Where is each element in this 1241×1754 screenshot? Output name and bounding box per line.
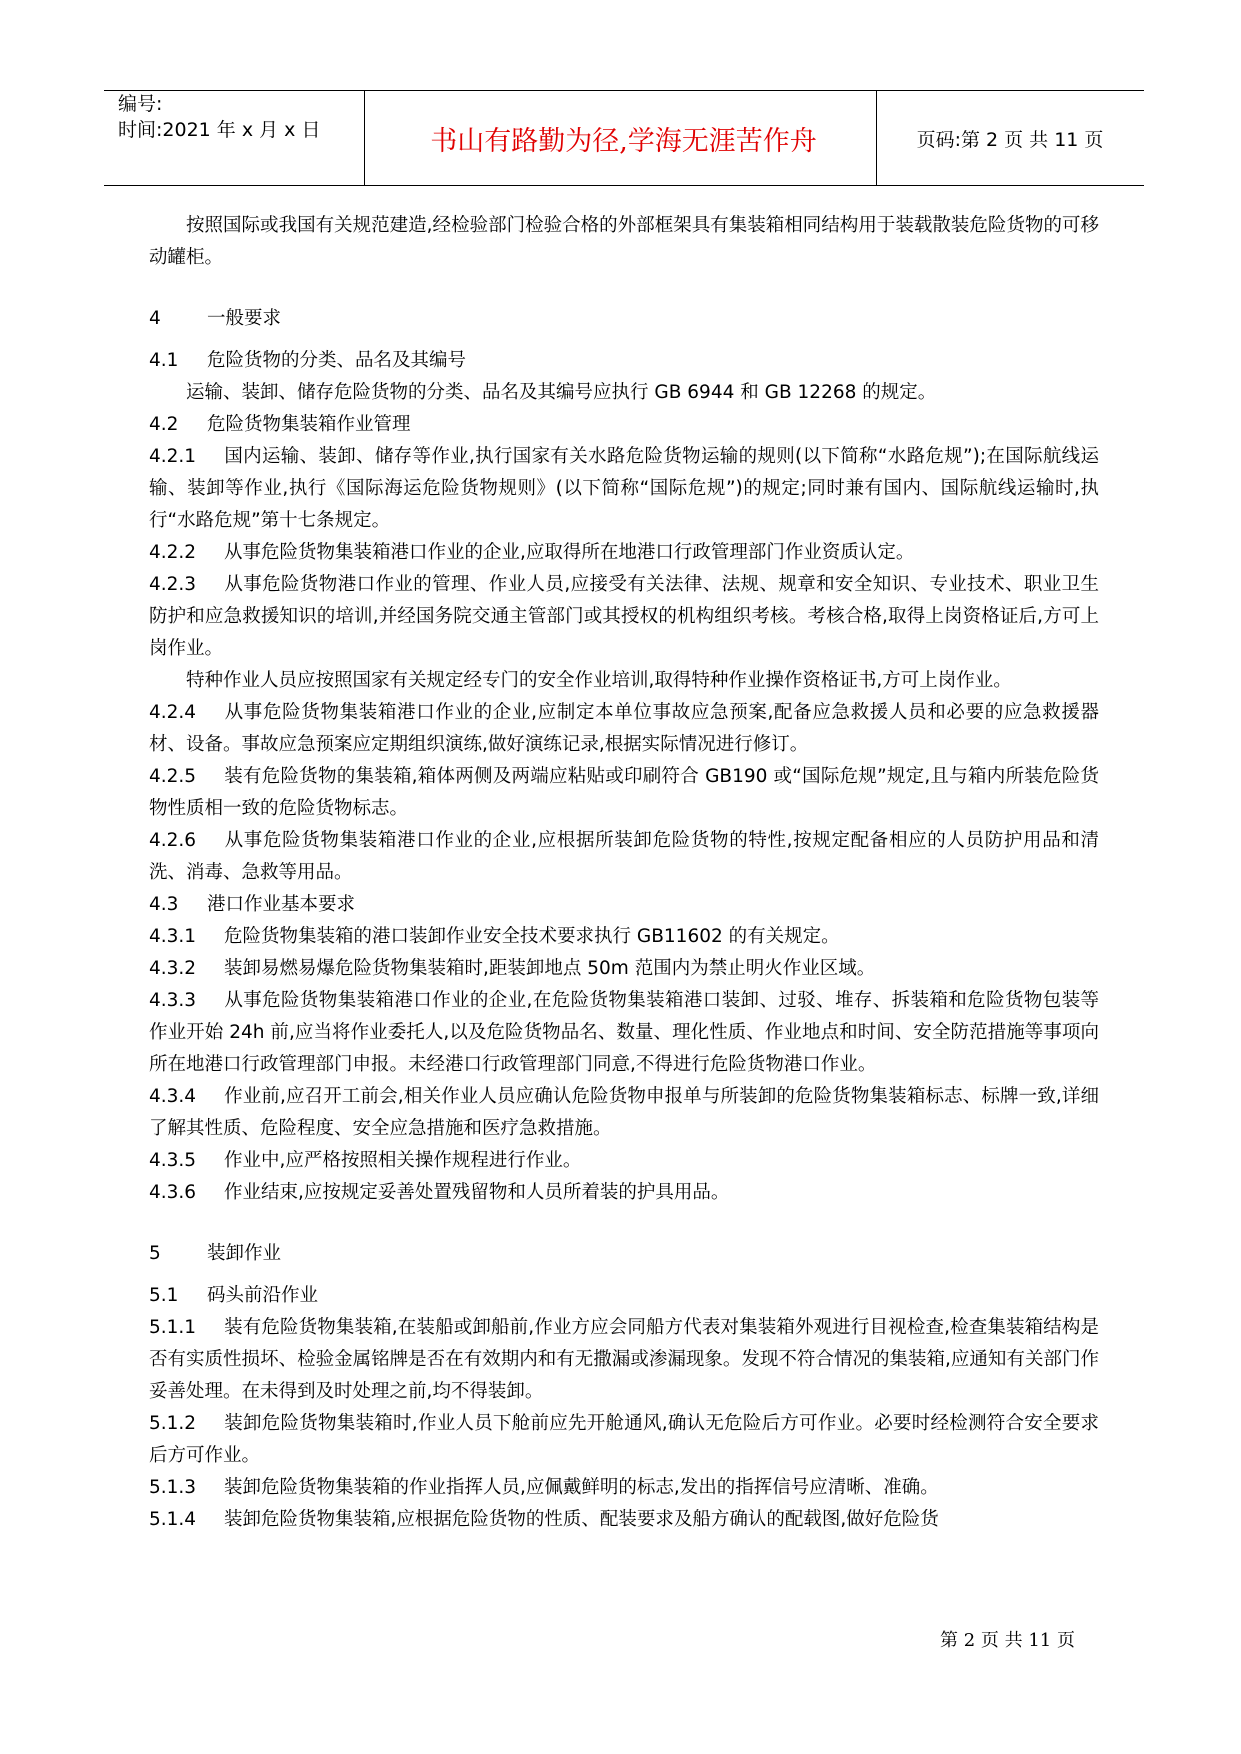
clause-4-2-5: 4.2.5 装有危险货物的集装箱,箱体两侧及两端应粘贴或印刷符合 GB190 或“国际危规”规定,且与箱内所装危险货物性质相一致的危险货物标志。 <box>149 766 1099 819</box>
section-4-3-heading: 4.3 港口作业基本要求 <box>149 894 356 915</box>
clause-4-2-3-continued: 特种作业人员应按照国家有关规定经专门的安全作业培训,取得特种作业操作资格证书,方可上岗作业。 <box>186 670 1012 691</box>
document-body <box>149 210 1099 1536</box>
clause-5-1-4: 5.1.4 装卸危险货物集装箱,应根据危险货物的性质、配装要求及船方确认的配载图,做好危险货 <box>149 1509 939 1530</box>
section-4-1-heading: 4.1 危险货物的分类、品名及其编号 <box>149 350 467 371</box>
clause-4-3-1: 4.3.1 危险货物集装箱的港口装卸作业安全技术要求执行 GB11602 的有关规定。 <box>149 926 840 947</box>
clause-4-2-3: 4.2.3 从事危险货物港口作业的管理、作业人员,应接受有关法律、法规、规章和安全知识、专业技术、职业卫生防护和应急救援知识的培训,并经国务院交通主管部门或其授权的机构组织考核。考核合格,取得上岗资格证后,方可上岗作业。 <box>149 574 1099 659</box>
clause-4-3-5: 4.3.5 作业中,应严格按照相关操作规程进行作业。 <box>149 1150 582 1171</box>
clause-5-1-3: 5.1.3 装卸危险货物集装箱的作业指挥人员,应佩戴鲜明的标志,发出的指挥信号应清晰、准确。 <box>149 1477 939 1498</box>
section-4-heading: 4 一般要求 <box>149 308 282 329</box>
section-4-1-text: 运输、装卸、储存危险货物的分类、品名及其编号应执行 GB 6944 和 GB 12268 的规定。 <box>186 382 937 403</box>
clause-4-3-6: 4.3.6 作业结束,应按规定妥善处置残留物和人员所着装的护具用品。 <box>149 1182 730 1203</box>
time-label: 时间:2021 年 x 月 x 日 <box>118 119 321 141</box>
page-footer: 第 2 页 共 11 页 <box>940 1630 1075 1651</box>
section-4-2-heading: 4.2 危险货物集装箱作业管理 <box>149 414 411 435</box>
clause-4-2-6: 4.2.6 从事危险货物集装箱港口作业的企业,应根据所装卸危险货物的特性,按规定配备相应的人员防护用品和清洗、消毒、急救等用品。 <box>149 830 1099 883</box>
clause-5-1-2: 5.1.2 装卸危险货物集装箱时,作业人员下舱前应先开舱通风,确认无危险后方可作业。必要时经检测符合安全要求后方可作业。 <box>149 1413 1099 1466</box>
clause-4-3-3: 4.3.3 从事危险货物集装箱港口作业的企业,在危险货物集装箱港口装卸、过驳、堆存、拆装箱和危险货物包装等作业开始 24h 前,应当将作业委托人,以及危险货物品名、数量、理化性质、作业地点和时间、安全防范措施等事项向所在地港口行政管理部门申报。未经港口行政管理部门同意,不得进行危险货物港口作业。 <box>149 990 1099 1075</box>
section-5-heading: 5 装卸作业 <box>149 1243 282 1264</box>
intro-paragraph: 按照国际或我国有关规范建造,经检验部门检验合格的外部框架具有集装箱相同结构用于装载散装危险货物的可移动罐柜。 <box>149 215 1099 268</box>
page-header <box>104 90 1144 186</box>
clause-4-2-1: 4.2.1 国内运输、装卸、储存等作业,执行国家有关水路危险货物运输的规则(以下简称“水路危规”);在国际航线运输、装卸等作业,执行《国际海运危险货物规则》(以下简称“国际危规”)的规定;同时兼有国内、国际航线运输时,执行“水路危规”第十七条规定。 <box>149 446 1099 531</box>
header-divider <box>364 91 365 185</box>
clause-4-3-2: 4.3.2 装卸易燃易爆危险货物集装箱时,距装卸地点 50m 范围内为禁止明火作业区域。 <box>149 958 876 979</box>
clause-4-2-4: 4.2.4 从事危险货物集装箱港口作业的企业,应制定本单位事故应急预案,配备应急救援人员和必要的应急救援器材、设备。事故应急预案应定期组织演练,做好演练记录,根据实际情况进行修订。 <box>149 702 1099 755</box>
header-page-label: 页码:第 2 页 共 11 页 <box>916 129 1104 151</box>
number-label: 编号: <box>118 93 163 115</box>
header-meta <box>118 91 368 143</box>
clause-5-1-1: 5.1.1 装有危险货物集装箱,在装船或卸船前,作业方应会同船方代表对集装箱外观进行目视检查,检查集装箱结构是否有实质性损坏、检验金属铭牌是否在有效期内和有无撒漏或渗漏现象。发现不符合情况的集装箱,应通知有关部门作妥善处理。在未得到及时处理之前,均不得装卸。 <box>149 1317 1099 1402</box>
header-slogan: 书山有路勤为径,学海无涯苦作舟 <box>430 126 817 157</box>
clause-4-2-2: 4.2.2 从事危险货物集装箱港口作业的企业,应取得所在地港口行政管理部门作业资质认定。 <box>149 542 915 563</box>
section-5-1-heading: 5.1 码头前沿作业 <box>149 1285 319 1306</box>
clause-4-3-4: 4.3.4 作业前,应召开工前会,相关作业人员应确认危险货物申报单与所装卸的危险货物集装箱标志、标牌一致,详细了解其性质、危险程度、安全应急措施和医疗急救措施。 <box>149 1086 1099 1139</box>
